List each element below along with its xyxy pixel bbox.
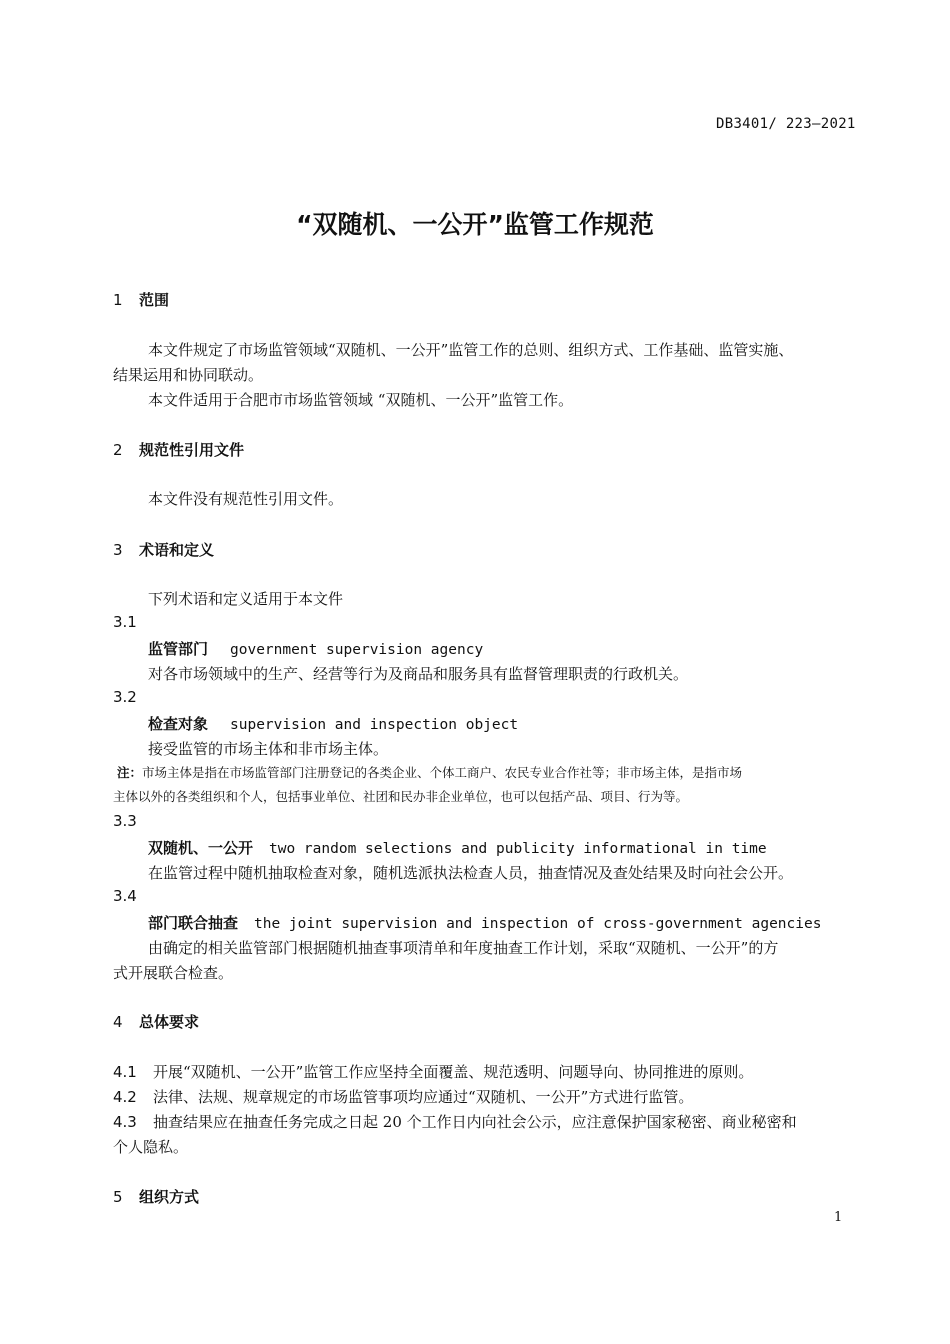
clause-number: 4.1: [113, 1063, 137, 1081]
term-number: 3.2: [113, 688, 137, 706]
paragraph: 结果运用和协同联动。: [113, 366, 264, 384]
section-4-heading: [113, 1011, 199, 1032]
clause-number: 4.2: [113, 1088, 137, 1106]
paragraph: 本文件规定了市场监管领域“双随机、一公开”监管工作的总则、组织方式、工作基础、监管实施、: [148, 341, 794, 359]
term-entry: [148, 713, 518, 734]
note-text: 主体以外的各类组织和个人，包括事业单位、社团和民办非企业单位，也可以包括产品、项目、行为等。: [113, 789, 689, 804]
term-en: the joint supervision and inspection of cross-government agencies: [254, 916, 822, 932]
clause-text: 法律、法规、规章规定的市场监管事项均应通过“双随机、一公开”方式进行监管。: [153, 1088, 694, 1106]
term-entry: [148, 837, 767, 858]
section-number: 4: [113, 1013, 123, 1031]
section-title: 范围: [139, 291, 170, 309]
term-definition: 式开展联合检查。: [113, 964, 234, 982]
section-number: 1: [113, 291, 123, 309]
term-en: two random selections and publicity informational in time: [269, 841, 767, 857]
term-en: supervision and inspection object: [230, 717, 519, 733]
term-entry: [148, 912, 821, 933]
section-5-heading: [113, 1186, 199, 1207]
term-definition: 由确定的相关监管部门根据随机抽查事项清单和年度抽查工作计划，采取“双随机、一公开”的方: [148, 939, 779, 957]
section-2-heading: [113, 439, 244, 460]
section-title: 术语和定义: [139, 541, 215, 559]
paragraph: 本文件没有规范性引用文件。: [148, 490, 344, 508]
term-definition: 对各市场领域中的生产、经营等行为及商品和服务具有监督管理职责的行政机关。: [148, 665, 689, 683]
term-definition: 接受监管的市场主体和非市场主体。: [148, 740, 389, 758]
clause: [113, 1061, 753, 1082]
clause-number: 4.3: [113, 1113, 137, 1131]
page-title: “双随机、一公开”监管工作规范: [296, 210, 654, 239]
note-text: 市场主体是指在市场监管部门注册登记的各类企业、个体工商户、农民专业合作社等；非市场主体，是指市场: [142, 765, 743, 780]
section-title: 总体要求: [139, 1013, 200, 1031]
section-title: 规范性引用文件: [139, 441, 245, 459]
section-number: 3: [113, 541, 123, 559]
section-title: 组织方式: [139, 1188, 200, 1206]
section-number: 2: [113, 441, 123, 459]
clause-text: 开展“双随机、一公开”监管工作应坚持全面覆盖、规范透明、问题导向、协同推进的原则。: [153, 1063, 754, 1081]
section-3-heading: [113, 539, 214, 560]
term-zh: 监管部门: [148, 640, 209, 658]
clause: [113, 1086, 693, 1107]
term-number: 3.4: [113, 887, 137, 905]
clause: [113, 1111, 797, 1132]
paragraph: 下列术语和定义适用于本文件: [148, 590, 344, 608]
section-1-heading: [113, 289, 169, 310]
note-label: 注：: [117, 765, 143, 780]
clause-text: 个人隐私。: [113, 1138, 189, 1156]
term-zh: 双随机、一公开: [148, 839, 254, 857]
paragraph: 本文件适用于合肥市市场监管领域 “双随机、一公开”监管工作。: [148, 391, 574, 409]
term-number: 3.3: [113, 812, 137, 830]
document-code: DB3401/ 223—2021: [716, 116, 856, 132]
term-number: 3.1: [113, 613, 137, 631]
term-definition: 在监管过程中随机抽取检查对象，随机选派执法检查人员，抽查情况及查处结果及时向社会公开。: [148, 864, 794, 882]
clause-text: 抽查结果应在抽查任务完成之日起 20 个工作日内向社会公示，应注意保护国家秘密、商业秘密和: [153, 1113, 797, 1131]
term-zh: 部门联合抽查: [148, 914, 239, 932]
term-zh: 检查对象: [148, 715, 209, 733]
term-entry: [148, 638, 483, 659]
note-line: [117, 763, 742, 781]
term-en: government supervision agency: [230, 642, 484, 658]
section-number: 5: [113, 1188, 123, 1206]
page-number: 1: [834, 1210, 843, 1225]
